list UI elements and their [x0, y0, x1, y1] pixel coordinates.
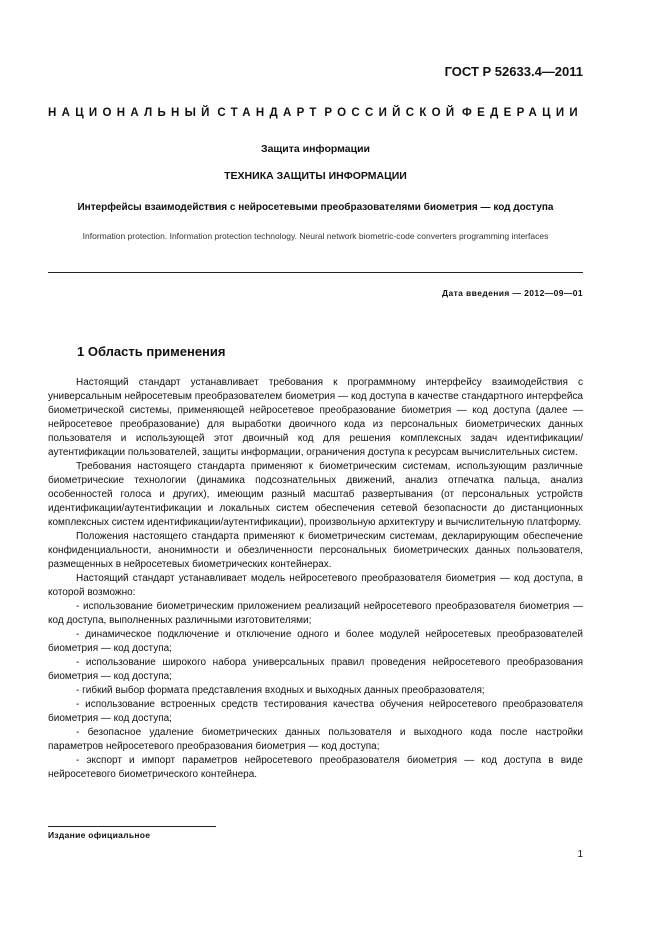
- edition-note: Издание официальное: [48, 830, 151, 840]
- header-divider: [48, 272, 583, 273]
- section-body: [48, 376, 583, 782]
- paragraph: Настоящий стандарт устанавливает требования к программному интерфейсу взаимодействия с универсальным нейросетевым преобразователем биометрия — код доступа в качестве стандартного интерфейса биометрической системы, применяющей нейросетевое преобразование биометрия — код доступа (далее — нейросетевое преобразование) для выработки двоичного кода из персональных биометрических данных пользователя и использующей этот двоичный код для решения комплексных задач идентификации/аутентификации пользователей, защиты информации, ограничения доступа к ресурсам вычислительных систем.: [48, 377, 583, 458]
- english-title: Information protection. Information protection technology. Neural network biometric-code converters programming interfaces: [82, 231, 549, 241]
- list-item: - использование биометрическим приложением реализаций нейросетевого преобразователя биометрия — код доступа, выполненных различными изготовителями;: [48, 601, 583, 626]
- list-item: - использование широкого набора универсальных правил проведения нейросетевого преобразования биометрия — код доступа;: [48, 657, 583, 682]
- list-item: - экспорт и импорт параметров нейросетевого преобразователя биометрия — код доступа в виде нейросетевого биометрического контейнера.: [48, 755, 583, 780]
- paragraph: Настоящий стандарт устанавливает модель нейросетевого преобразователя биометрия — код доступа, в которой возможно:: [48, 573, 583, 598]
- footer-divider: [48, 826, 216, 827]
- banner-word-russian: РОССИЙСКОЙ: [324, 107, 460, 119]
- page-number: 1: [577, 849, 583, 860]
- russian-title: Интерфейсы взаимодействия с нейросетевыми преобразователями биометрия — код доступа: [77, 202, 554, 213]
- list-item: - использование встроенных средств тестирования качества обучения нейросетевого преобразователя биометрия — код доступа;: [48, 699, 583, 724]
- list-item: - безопасное удаление биометрических данных пользователя и выходного кода после настройки параметров нейросетевого преобразования биометрия — код доступа;: [48, 727, 583, 752]
- banner-word-standard: СТАНДАРТ: [217, 107, 322, 119]
- paragraph: Требования настоящего стандарта применяют к биометрическим системам, использующим различные биометрические технологии (динамика подсознательных движений, анализ отпечатка пальца, анализ особенностей голоса и других), имеющим разный масштаб развертывания (от персональных устройств идентификации/аутентификации и локальных систем обеспечения сетевой безопасности до дистанционных комплексных систем идентификации/аутентификации), произвольную архитектуру и вычислительную платформу.: [48, 461, 583, 528]
- list-item: - гибкий выбор формата представления входных и выходных данных преобразователя;: [76, 685, 485, 696]
- main-title: ТЕХНИКА ЗАЩИТЫ ИНФОРМАЦИИ: [224, 170, 407, 182]
- national-standard-banner: [48, 107, 583, 119]
- paragraph: Положения настоящего стандарта применяют к биометрическим системам, декларирующим обеспечение конфиденциальности, анонимности и обезличенности персональных биометрических данных пользователя, размещенных в нейросетевых биометрических контейнерах.: [48, 531, 583, 570]
- document-code: ГОСТ Р 52633.4—2011: [444, 64, 583, 79]
- list-item: - динамическое подключение и отключение одного и более модулей нейросетевых преобразователей биометрия — код доступа;: [48, 629, 583, 654]
- subtitle: Защита информации: [261, 143, 370, 155]
- banner-word-national: НАЦИОНАЛЬНЫЙ: [48, 107, 215, 119]
- section-heading: 1 Область применения: [77, 344, 226, 359]
- introduction-date: Дата введения — 2012—09—01: [442, 288, 583, 298]
- banner-word-federation: ФЕДЕРАЦИИ: [462, 107, 583, 119]
